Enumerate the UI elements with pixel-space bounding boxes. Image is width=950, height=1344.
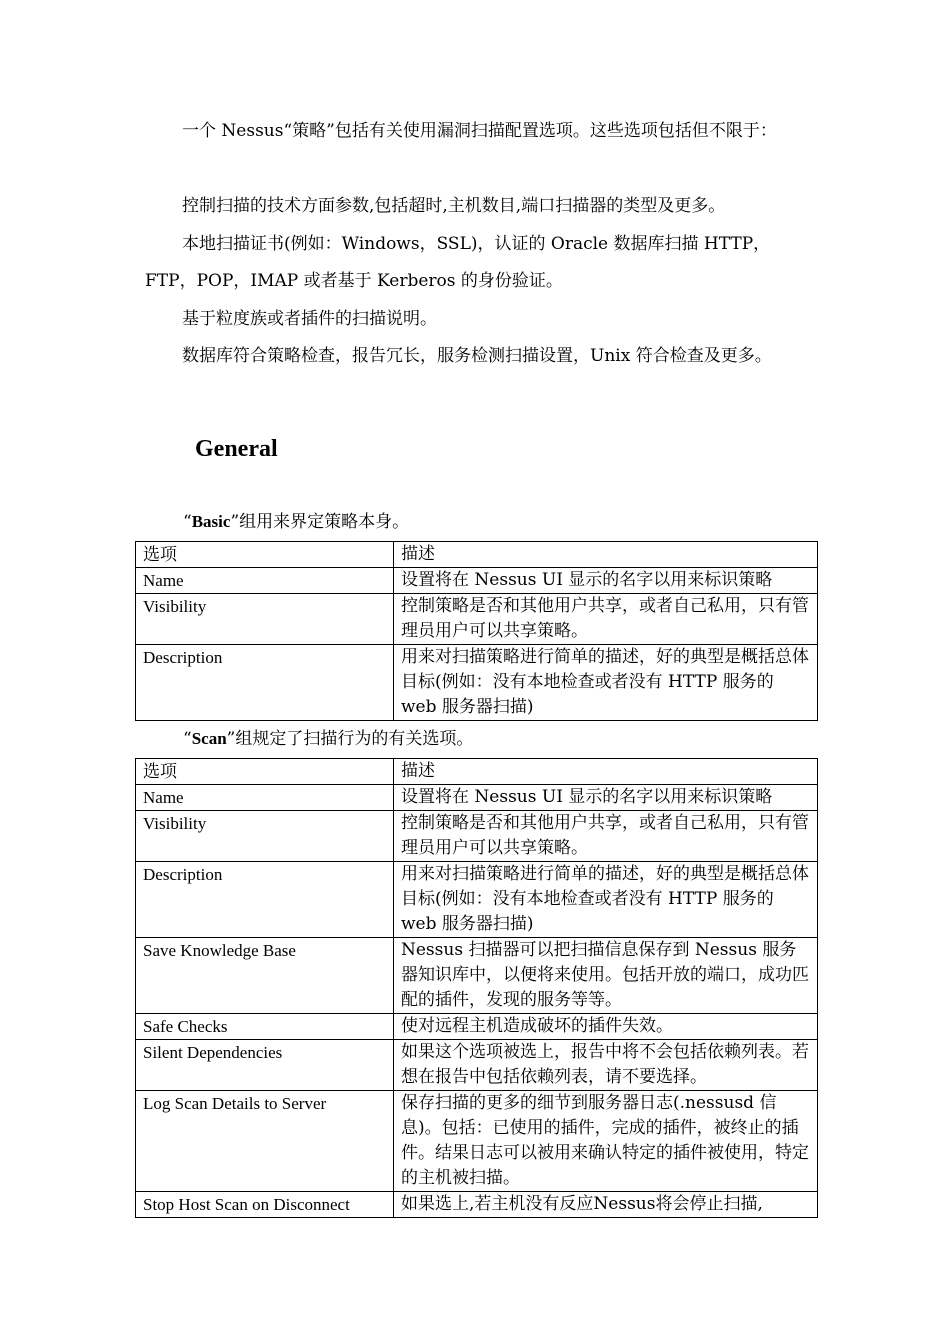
table-header-row xyxy=(136,759,818,785)
table-row xyxy=(136,568,818,594)
option-description: 如果选上,若主机没有反应Nessus将会停止扫描, xyxy=(394,1192,818,1218)
basic-group-name: Basic xyxy=(191,512,231,531)
option-description: Nessus 扫描器可以把扫描信息保存到 Nessus 服务器知识库中，以便将来使用。包括开放的端口，成功匹配的插件，发现的服务等等。 xyxy=(394,938,818,1014)
option-name: Name xyxy=(136,568,394,594)
option-description: 用来对扫描策略进行简单的描述，好的典型是概括总体目标(例如：没有本地检查或者没有 HTTP 服务的 web 服务器扫描) xyxy=(394,862,818,938)
table-row xyxy=(136,645,818,721)
intro-paragraph-3: 本地扫描证书(例如：Windows，SSL)，认证的 Oracle 数据库扫描 HTTP，FTP，POP，IMAP 或者基于 Kerberos 的身份验证。 xyxy=(145,234,771,291)
intro-paragraph-2: 控制扫描的技术方面参数,包括超时,主机数目,端口扫描器的类型及更多。 xyxy=(182,196,726,216)
section-heading-general: General xyxy=(195,436,278,462)
option-name: Silent Dependencies xyxy=(136,1040,394,1091)
option-name: Name xyxy=(136,785,394,811)
option-name: Description xyxy=(136,645,394,721)
header-option: 选项 xyxy=(136,759,394,785)
table-row xyxy=(136,938,818,1014)
option-name: Stop Host Scan on Disconnect xyxy=(136,1192,394,1218)
intro-paragraph-4: 基于粒度族或者插件的扫描说明。 xyxy=(182,309,437,329)
option-description: 使对远程主机造成破坏的插件失效。 xyxy=(394,1014,818,1040)
table-row xyxy=(136,1192,818,1218)
option-description: 保存扫描的更多的细节到服务器日志(.nessusd 信息)。包括：已使用的插件，完成的插件，被终止的插件。结果日志可以被用来确认特定的插件被使用，特定的主机被扫描。 xyxy=(394,1091,818,1192)
option-description: 控制策略是否和其他用户共享，或者自己私用，只有管理员用户可以共享策略。 xyxy=(394,811,818,862)
option-name: Safe Checks xyxy=(136,1014,394,1040)
table-row xyxy=(136,862,818,938)
option-description: 用来对扫描策略进行简单的描述，好的典型是概括总体目标(例如：没有本地检查或者没有 HTTP 服务的 web 服务器扫描) xyxy=(394,645,818,721)
header-description: 描述 xyxy=(394,759,818,785)
option-name: Log Scan Details to Server xyxy=(136,1091,394,1192)
table-row xyxy=(136,811,818,862)
option-name: Save Knowledge Base xyxy=(136,938,394,1014)
option-description: 如果这个选项被选上，报告中将不会包括依赖列表。若想在报告中包括依赖列表，请不要选择。 xyxy=(394,1040,818,1091)
option-description: 控制策略是否和其他用户共享，或者自己私用，只有管理员用户可以共享策略。 xyxy=(394,594,818,645)
table-row xyxy=(136,785,818,811)
option-name: Visibility xyxy=(136,811,394,862)
basic-group-caption: “Basic”组用来界定策略本身。 xyxy=(183,512,410,532)
header-description: 描述 xyxy=(394,542,818,568)
table-header-row xyxy=(136,542,818,568)
basic-options-table xyxy=(135,541,818,721)
table-row xyxy=(136,1014,818,1040)
option-description: 设置将在 Nessus UI 显示的名字以用来标识策略 xyxy=(394,785,818,811)
header-option: 选项 xyxy=(136,542,394,568)
table-row xyxy=(136,594,818,645)
intro-paragraph-1: 一个 Nessus“策略”包括有关使用漏洞扫描配置选项。这些选项包括但不限于： xyxy=(182,121,777,141)
option-name: Description xyxy=(136,862,394,938)
table-row xyxy=(136,1040,818,1091)
scan-group-name: Scan xyxy=(191,729,227,748)
table-row xyxy=(136,1091,818,1192)
intro-paragraph-5: 数据库符合策略检查，报告冗长，服务检测扫描设置，Unix 符合检查及更多。 xyxy=(182,346,772,366)
option-description: 设置将在 Nessus UI 显示的名字以用来标识策略 xyxy=(394,568,818,594)
scan-group-caption: “Scan”组规定了扫描行为的有关选项。 xyxy=(183,729,474,749)
scan-options-table xyxy=(135,758,818,1218)
option-name: Visibility xyxy=(136,594,394,645)
